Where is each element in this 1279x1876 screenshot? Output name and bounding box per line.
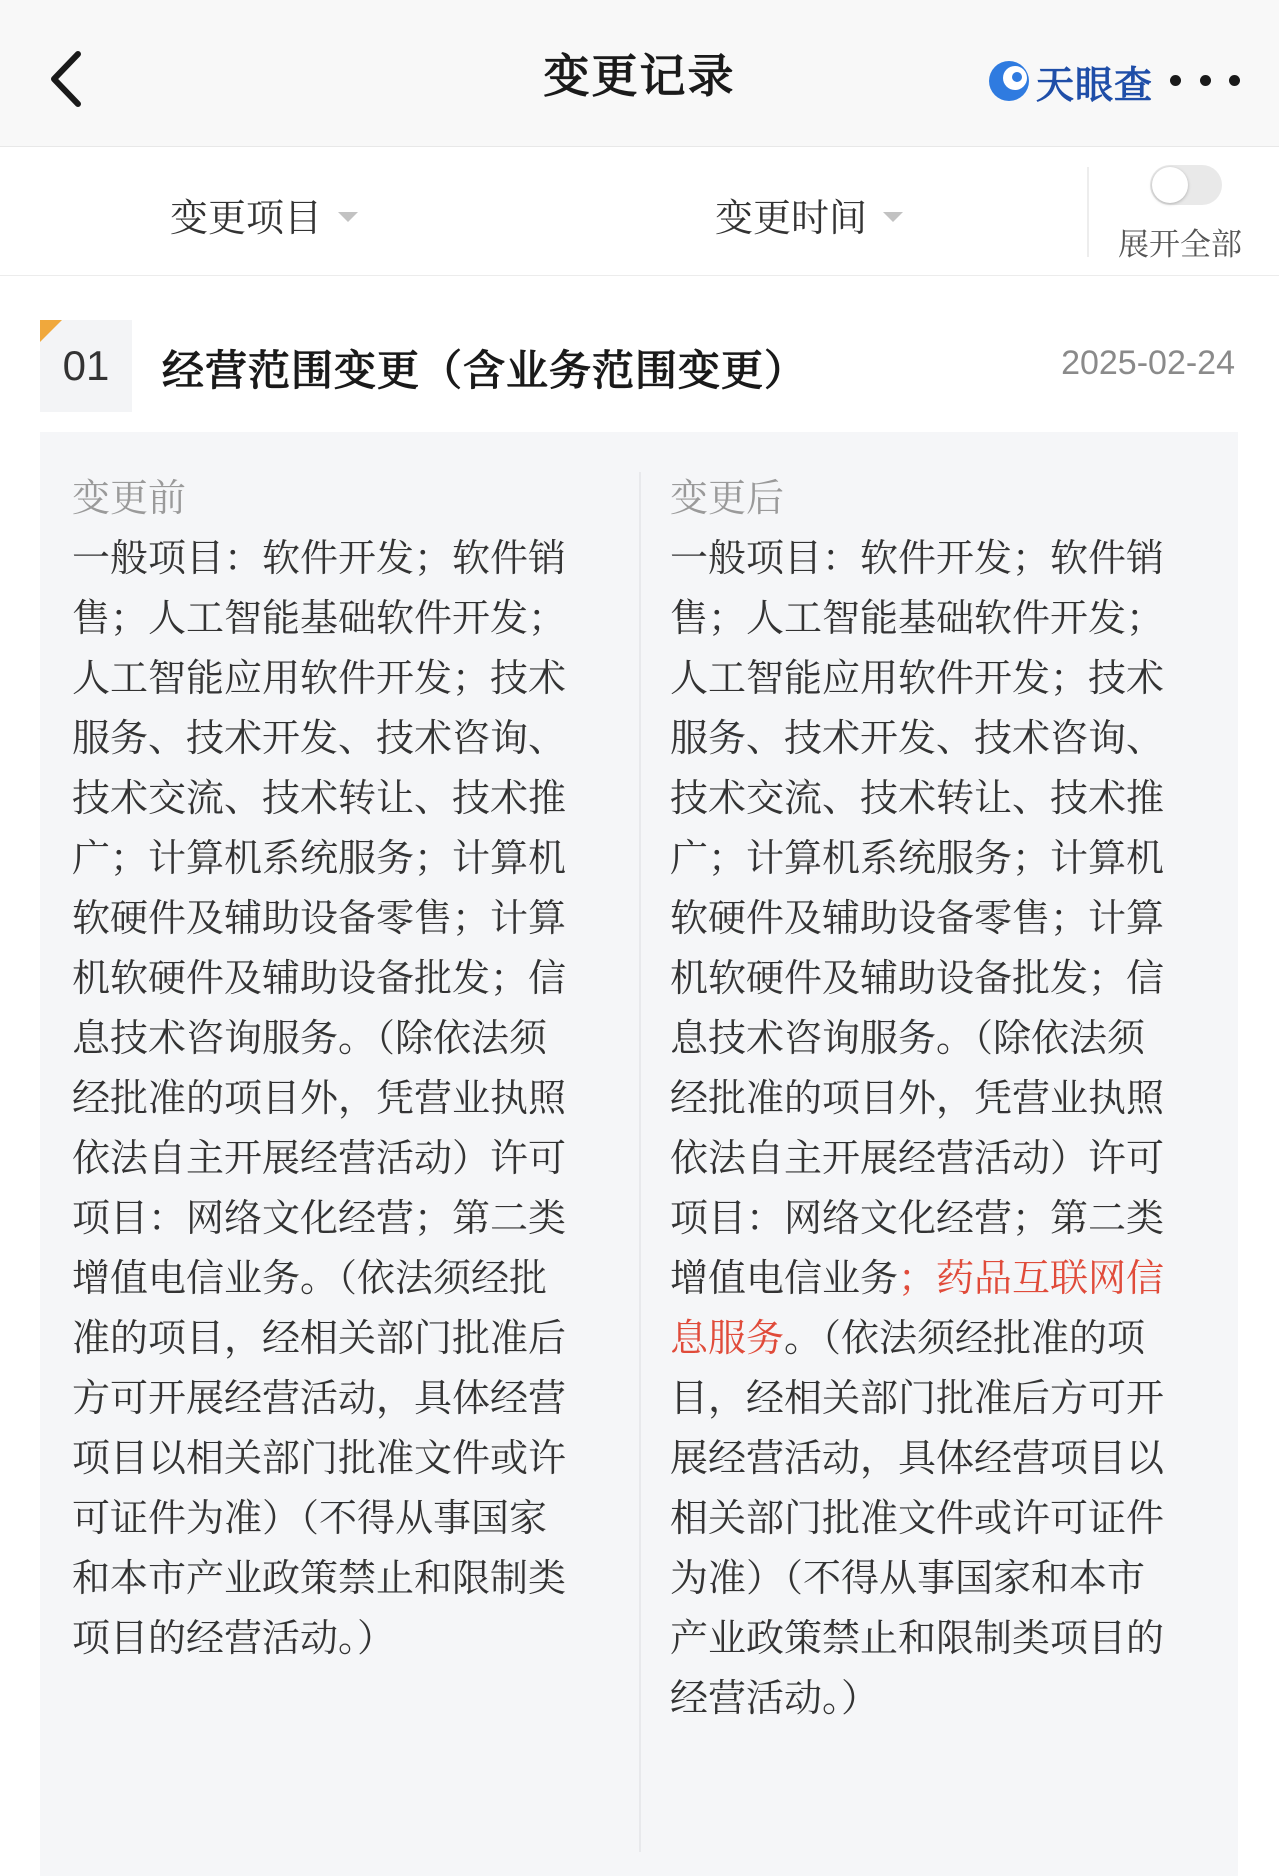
- before-text: 一般项目：软件开发；软件销售；人工智能基础软件开发；人工智能应用软件开发；技术服务、技术开发、技术咨询、技术交流、技术转让、技术推广；计算机系统服务；计算机软硬件及辅助设备零售；计算机软硬件及辅助设备批发；信息技术咨询服务。（除依法须经批准的项目外，凭营业执照依法自主开展经营活动）许可项目：网络文化经营；第二类增值电信业务。（依法须经批准的项目，经相关部门批准后方可开展经营活动，具体经营项目以相关部门批准文件或许可证件为准）（不得从事国家和本市产业政策禁止和限制类项目的经营活动。）: [72, 536, 567, 1660]
- brand-logo[interactable]: [986, 56, 1153, 106]
- filter-divider: [1087, 167, 1089, 257]
- corner-mark: [40, 320, 62, 342]
- after-label: 变更后: [670, 476, 785, 520]
- more-options-button[interactable]: [1170, 62, 1240, 98]
- record-index-badge: [40, 320, 132, 412]
- tianyancha-logo-icon: [986, 58, 1032, 104]
- caret-down-icon: [338, 212, 358, 222]
- filter-bar: [0, 147, 1279, 276]
- expand-all-label: 展开全部: [1118, 227, 1242, 263]
- change-item-filter-label: 变更项目: [170, 196, 323, 240]
- nav-header: [0, 0, 1279, 147]
- before-column: [72, 468, 572, 1668]
- record-index: 01: [62, 342, 110, 389]
- change-item-filter[interactable]: [170, 187, 358, 242]
- after-text-highlight: ；药品互联网信息服务: [670, 1256, 1165, 1360]
- more-dot-icon: [1170, 75, 1181, 86]
- expand-all-toggle[interactable]: [1150, 165, 1222, 205]
- record-body: [40, 432, 1238, 1876]
- page-title: 变更记录: [543, 49, 736, 103]
- caret-down-icon: [883, 212, 903, 222]
- after-column: [670, 468, 1170, 1728]
- change-time-filter-label: 变更时间: [715, 196, 868, 240]
- brand-name: 天眼查: [1036, 62, 1154, 107]
- column-divider: [639, 472, 641, 1852]
- change-time-filter[interactable]: [715, 187, 903, 242]
- after-text-part2: 。（依法须经批准的项目，经相关部门批准后方可开展经营活动，具体经营项目以相关部门批准文件或许可证件为准）（不得从事国家和本市产业政策禁止和限制类项目的经营活动。）: [670, 1316, 1165, 1720]
- record-date: 2025-02-24: [1061, 344, 1235, 382]
- before-label: 变更前: [72, 476, 187, 520]
- after-text: [670, 528, 1170, 1728]
- toggle-knob: [1152, 167, 1188, 203]
- record-header: [0, 300, 1279, 420]
- more-dot-icon: [1200, 75, 1211, 86]
- after-text-part1: 一般项目：软件开发；软件销售；人工智能基础软件开发；人工智能应用软件开发；技术服务、技术开发、技术咨询、技术交流、技术转让、技术推广；计算机系统服务；计算机软硬件及辅助设备零售；计算机软硬件及辅助设备批发；信息技术咨询服务。（除依法须经批准的项目外，凭营业执照依法自主开展经营活动）许可项目：网络文化经营；第二类增值电信业务: [670, 536, 1165, 1300]
- record-title: 经营范围变更（含业务范围变更）: [162, 346, 808, 395]
- more-dot-icon: [1229, 75, 1240, 86]
